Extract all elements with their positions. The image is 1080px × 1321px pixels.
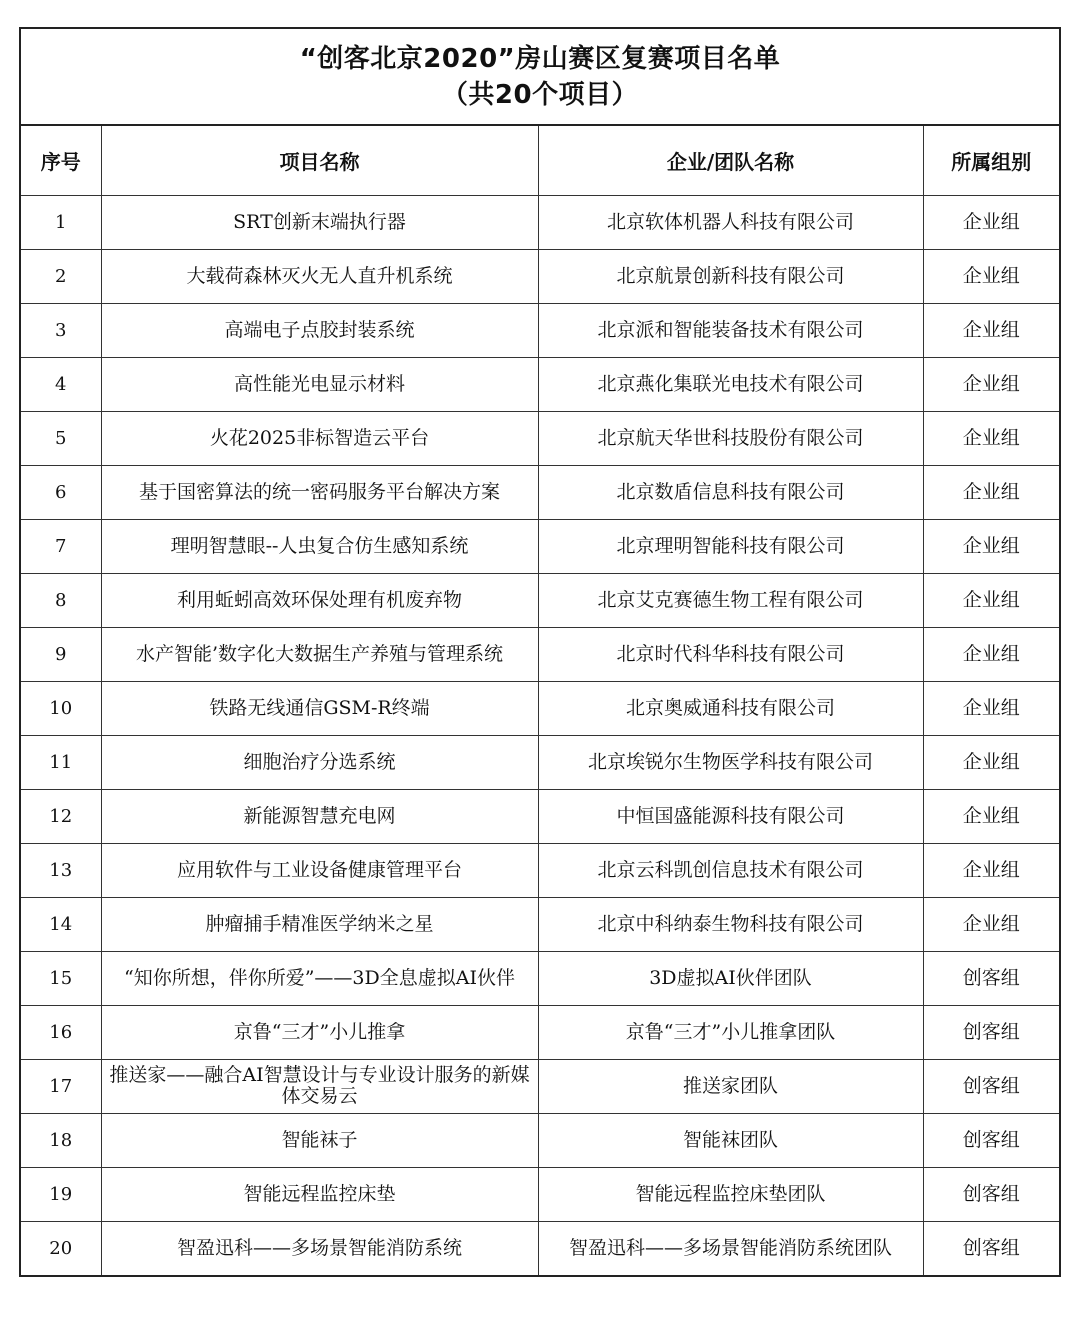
- cell-project-name: 智能袜子: [101, 1113, 538, 1167]
- cell-index: 2: [21, 249, 101, 303]
- cell-project-name: 理明智慧眼--人虫复合仿生感知系统: [101, 519, 538, 573]
- cell-project-name: 智盈迅科——多场景智能消防系统: [101, 1221, 538, 1275]
- cell-company-name: 北京奥威通科技有限公司: [538, 681, 923, 735]
- table-body: [21, 195, 1059, 1275]
- cell-project-name: 高性能光电显示材料: [101, 357, 538, 411]
- cell-company-name: 智盈迅科——多场景智能消防系统团队: [538, 1221, 923, 1275]
- cell-project-name: 新能源智慧充电网: [101, 789, 538, 843]
- cell-company-name: 中恒国盛能源科技有限公司: [538, 789, 923, 843]
- cell-index: 5: [21, 411, 101, 465]
- project-table: [21, 126, 1059, 1275]
- table-row: [21, 843, 1059, 897]
- cell-company-name: 北京埃锐尔生物医学科技有限公司: [538, 735, 923, 789]
- cell-group: 企业组: [923, 411, 1059, 465]
- cell-group: 企业组: [923, 735, 1059, 789]
- cell-group: 创客组: [923, 951, 1059, 1005]
- table-row: [21, 1059, 1059, 1113]
- cell-project-name: 肿瘤捕手精准医学纳米之星: [101, 897, 538, 951]
- table-row: [21, 1167, 1059, 1221]
- header-company-name: 企业/团队名称: [538, 126, 923, 195]
- cell-index: 16: [21, 1005, 101, 1059]
- cell-project-name: 智能远程监控床垫: [101, 1167, 538, 1221]
- cell-group: 企业组: [923, 789, 1059, 843]
- cell-project-name: 铁路无线通信GSM-R终端: [101, 681, 538, 735]
- cell-index: 7: [21, 519, 101, 573]
- table-row: [21, 735, 1059, 789]
- cell-company-name: 北京云科凯创信息技术有限公司: [538, 843, 923, 897]
- cell-company-name: 智能袜团队: [538, 1113, 923, 1167]
- cell-index: 15: [21, 951, 101, 1005]
- page-subtitle: （共20个项目）: [441, 79, 639, 110]
- cell-company-name: 北京数盾信息科技有限公司: [538, 465, 923, 519]
- cell-group: 企业组: [923, 843, 1059, 897]
- cell-index: 10: [21, 681, 101, 735]
- cell-group: 企业组: [923, 519, 1059, 573]
- header-project-name: 项目名称: [101, 126, 538, 195]
- cell-company-name: 北京中科纳泰生物科技有限公司: [538, 897, 923, 951]
- table-row: [21, 195, 1059, 249]
- cell-project-name: “知你所想，伴你所爱”——3D全息虚拟AI伙伴: [101, 951, 538, 1005]
- cell-index: 19: [21, 1167, 101, 1221]
- table-row: [21, 897, 1059, 951]
- header-group: 所属组别: [923, 126, 1059, 195]
- cell-group: 创客组: [923, 1113, 1059, 1167]
- table-row: [21, 357, 1059, 411]
- cell-company-name: 3D虚拟AI伙伴团队: [538, 951, 923, 1005]
- cell-group: 创客组: [923, 1221, 1059, 1275]
- table-row: [21, 519, 1059, 573]
- cell-project-name: 大载荷森林灭火无人直升机系统: [101, 249, 538, 303]
- cell-company-name: 北京航景创新科技有限公司: [538, 249, 923, 303]
- cell-company-name: 北京燕化集联光电技术有限公司: [538, 357, 923, 411]
- cell-project-name: 利用蚯蚓高效环保处理有机废弃物: [101, 573, 538, 627]
- cell-group: 创客组: [923, 1167, 1059, 1221]
- table-row: [21, 627, 1059, 681]
- table-row: [21, 1221, 1059, 1275]
- cell-project-name: 水产智能’数字化大数据生产养殖与管理系统: [101, 627, 538, 681]
- cell-group: 企业组: [923, 357, 1059, 411]
- cell-group: 创客组: [923, 1059, 1059, 1113]
- cell-group: 企业组: [923, 465, 1059, 519]
- cell-index: 4: [21, 357, 101, 411]
- cell-group: 企业组: [923, 195, 1059, 249]
- cell-company-name: 北京时代科华科技有限公司: [538, 627, 923, 681]
- cell-company-name: 北京艾克赛德生物工程有限公司: [538, 573, 923, 627]
- cell-company-name: 北京派和智能装备技术有限公司: [538, 303, 923, 357]
- cell-company-name: 京鲁“三才”小儿推拿团队: [538, 1005, 923, 1059]
- cell-company-name: 推送家团队: [538, 1059, 923, 1113]
- table-row: [21, 573, 1059, 627]
- title-block: [21, 29, 1059, 126]
- cell-index: 3: [21, 303, 101, 357]
- cell-index: 17: [21, 1059, 101, 1113]
- cell-project-name: SRT创新末端执行器: [101, 195, 538, 249]
- cell-project-name: 火花2025非标智造云平台: [101, 411, 538, 465]
- cell-index: 18: [21, 1113, 101, 1167]
- cell-project-name: 细胞治疗分选系统: [101, 735, 538, 789]
- cell-project-name: 高端电子点胶封装系统: [101, 303, 538, 357]
- cell-index: 9: [21, 627, 101, 681]
- cell-index: 6: [21, 465, 101, 519]
- cell-group: 企业组: [923, 249, 1059, 303]
- cell-company-name: 北京航天华世科技股份有限公司: [538, 411, 923, 465]
- table-row: [21, 789, 1059, 843]
- cell-project-name: 基于国密算法的统一密码服务平台解决方案: [101, 465, 538, 519]
- cell-index: 12: [21, 789, 101, 843]
- table-row: [21, 951, 1059, 1005]
- cell-group: 企业组: [923, 681, 1059, 735]
- cell-index: 8: [21, 573, 101, 627]
- cell-company-name: 北京软体机器人科技有限公司: [538, 195, 923, 249]
- cell-index: 14: [21, 897, 101, 951]
- table-row: [21, 681, 1059, 735]
- cell-project-name: 推送家——融合AI智慧设计与专业设计服务的新媒体交易云: [101, 1059, 538, 1113]
- cell-index: 11: [21, 735, 101, 789]
- cell-project-name: 京鲁“三才”小儿推拿: [101, 1005, 538, 1059]
- table-row: [21, 1005, 1059, 1059]
- cell-index: 13: [21, 843, 101, 897]
- cell-group: 企业组: [923, 627, 1059, 681]
- cell-project-name: 应用软件与工业设备健康管理平台: [101, 843, 538, 897]
- cell-company-name: 智能远程监控床垫团队: [538, 1167, 923, 1221]
- project-list-sheet: [19, 27, 1061, 1277]
- table-row: [21, 1113, 1059, 1167]
- table-header-row: [21, 126, 1059, 195]
- table-row: [21, 303, 1059, 357]
- cell-group: 企业组: [923, 573, 1059, 627]
- cell-index: 20: [21, 1221, 101, 1275]
- cell-group: 企业组: [923, 897, 1059, 951]
- page-title: “创客北京2020”房山赛区复赛项目名单: [299, 43, 781, 74]
- cell-company-name: 北京理明智能科技有限公司: [538, 519, 923, 573]
- table-row: [21, 411, 1059, 465]
- table-row: [21, 249, 1059, 303]
- table-row: [21, 465, 1059, 519]
- cell-index: 1: [21, 195, 101, 249]
- cell-group: 创客组: [923, 1005, 1059, 1059]
- header-index: 序号: [21, 126, 101, 195]
- cell-group: 企业组: [923, 303, 1059, 357]
